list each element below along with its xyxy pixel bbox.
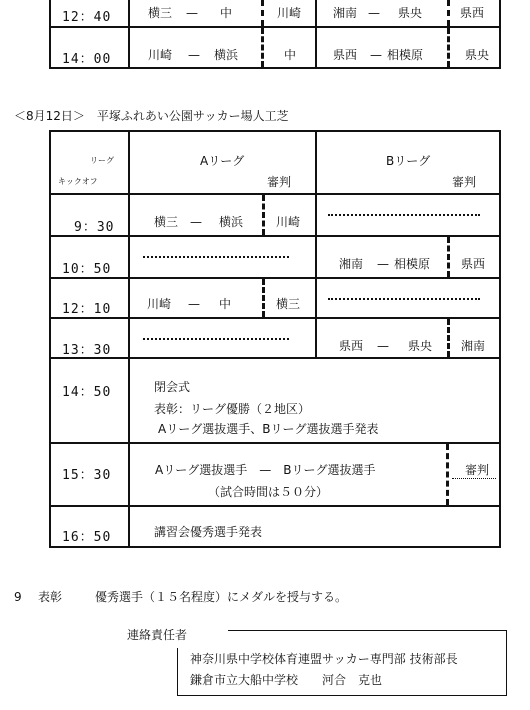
table-border <box>49 130 501 132</box>
table-border <box>49 277 501 279</box>
b-league-header: Bリーグ <box>386 154 431 168</box>
a-league-header: Aリーグ <box>200 154 245 168</box>
team-a: 湘南 <box>333 6 358 20</box>
versus: — <box>377 339 389 353</box>
table-border <box>49 546 501 548</box>
team-a: 横三 <box>148 6 173 20</box>
team-b: 相模原 <box>394 257 431 271</box>
versus: — <box>186 6 198 20</box>
table-border <box>49 317 501 319</box>
table-border <box>49 193 501 195</box>
closing-ceremony-title: 閉会式 <box>154 380 191 394</box>
ref-divider <box>262 195 265 235</box>
ref-divider <box>261 28 264 67</box>
referee-header: 審判 <box>465 463 490 477</box>
box-border <box>177 648 178 696</box>
versus: — <box>188 48 200 62</box>
ref-divider <box>447 28 450 67</box>
ref-divider <box>262 279 265 317</box>
empty-slot-line <box>143 338 289 340</box>
box-border <box>177 695 507 696</box>
kickoff-time: 13：30 <box>62 343 112 358</box>
team-b: 県央 <box>408 339 433 353</box>
referee-team: 川崎 <box>276 215 301 229</box>
day-heading: ＜8月12日＞ 平塚ふれあい公園サッカー場人工芝 <box>14 109 289 123</box>
ref-divider <box>261 0 264 26</box>
referee-team: 県西 <box>461 257 486 271</box>
versus: — <box>188 297 200 311</box>
referee-header: 審判 <box>452 175 477 189</box>
versus: — <box>377 257 389 271</box>
kickoff-time: 14：00 <box>62 52 112 67</box>
table-border <box>49 235 501 237</box>
referee-blank-line <box>452 478 496 479</box>
section-text: 優秀選手（１５名程度）にメダルを授与する。 <box>95 590 348 604</box>
box-border <box>228 630 507 631</box>
referee-team: 中 <box>284 48 297 62</box>
ref-divider <box>447 319 450 357</box>
team-a: 川崎 <box>147 297 172 311</box>
versus: — <box>190 215 202 229</box>
section-label: 表彰 <box>38 590 63 604</box>
empty-slot-line <box>328 214 480 216</box>
closing-award-line: 表彰：リーグ優勝（２地区） <box>154 402 311 416</box>
kickoff-time: 10：50 <box>62 262 112 277</box>
table-border <box>49 67 501 69</box>
team-b: 県央 <box>398 6 423 20</box>
team-b: 中 <box>220 6 233 20</box>
referee-header: 審判 <box>267 175 292 189</box>
team-b: 横浜 <box>219 215 244 229</box>
box-border <box>506 630 507 696</box>
referee-team: 湘南 <box>461 339 486 353</box>
table-border <box>49 26 501 28</box>
table-border <box>49 0 51 68</box>
team-a: 川崎 <box>148 48 173 62</box>
section-number: 9 <box>14 590 22 604</box>
team-b: 横浜 <box>214 48 239 62</box>
team-a: 県西 <box>339 339 364 353</box>
kickoff-time: 9：30 <box>74 220 115 235</box>
versus: — <box>368 6 380 20</box>
table-border <box>128 0 130 68</box>
corner-label-kickoff: キックオフ <box>58 177 98 186</box>
kickoff-time: 12：10 <box>62 302 112 317</box>
corner-label-league: リーグ <box>90 156 114 165</box>
empty-slot-line <box>143 256 289 258</box>
contact-line-1: 神奈川県中学校体育連盟サッカー専門部 技術部長 <box>190 652 458 666</box>
ref-divider <box>446 444 449 505</box>
referee-team: 川崎 <box>277 6 302 20</box>
table-border <box>315 0 317 68</box>
team-b: 相模原 <box>387 48 424 62</box>
allstar-match: Aリーグ選抜選手 — Bリーグ選抜選手 <box>155 463 376 477</box>
team-a: 横三 <box>154 215 179 229</box>
kickoff-time: 12：40 <box>62 10 112 25</box>
allstar-duration-note: （試合時間は５０分） <box>208 485 329 499</box>
contact-line-2: 鎌倉市立大船中学校 河合 克也 <box>190 673 383 687</box>
contact-label: 連絡責任者 <box>127 628 188 642</box>
team-a: 湘南 <box>339 257 364 271</box>
team-a: 県西 <box>333 48 358 62</box>
team-b: 中 <box>219 297 232 311</box>
referee-team: 県西 <box>460 6 485 20</box>
table-border <box>499 0 501 68</box>
award-announcement: 講習会優秀選手発表 <box>154 525 263 539</box>
table-border <box>49 442 501 444</box>
table-border <box>49 505 501 507</box>
closing-selection-line: Aリーグ選抜選手、Bリーグ選抜選手発表 <box>158 422 379 436</box>
kickoff-time: 14：50 <box>62 385 112 400</box>
kickoff-time: 15：30 <box>62 468 112 483</box>
versus: — <box>370 48 382 62</box>
table-border <box>49 357 501 359</box>
ref-divider <box>447 0 450 26</box>
table-border <box>315 130 317 357</box>
empty-slot-line <box>328 298 480 300</box>
ref-divider <box>447 237 450 277</box>
kickoff-time: 16：50 <box>62 530 112 545</box>
referee-team: 横三 <box>276 297 301 311</box>
referee-team: 県央 <box>465 48 490 62</box>
